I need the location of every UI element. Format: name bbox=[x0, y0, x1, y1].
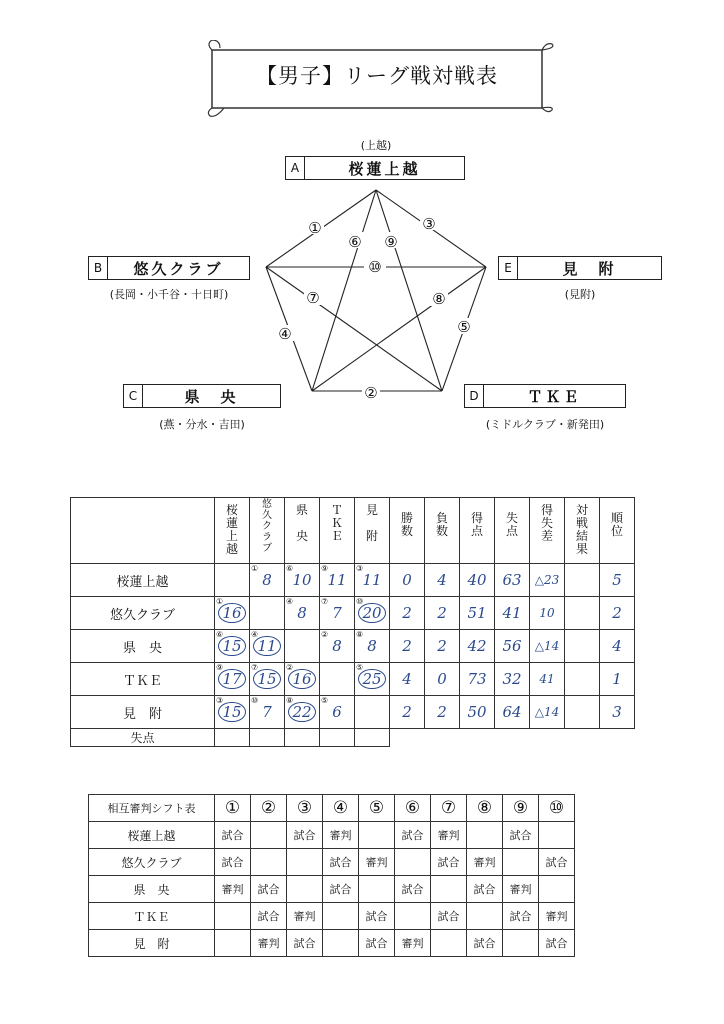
shift-cell: 試合 bbox=[539, 849, 575, 876]
score-value: 16 bbox=[288, 669, 315, 689]
league-header-row bbox=[71, 498, 635, 564]
stat-rank bbox=[600, 630, 635, 663]
empty-cell bbox=[320, 729, 355, 747]
match-number: ⑨ bbox=[321, 564, 329, 573]
match-number: ⑥ bbox=[216, 630, 224, 639]
stat-value: 4 bbox=[612, 637, 622, 655]
shift-col-10: ⑩ bbox=[539, 795, 575, 822]
stat-pts-for bbox=[460, 564, 495, 597]
shift-cell: 試合 bbox=[467, 876, 503, 903]
stat-pts-against bbox=[495, 564, 530, 597]
score-value: 16 bbox=[218, 603, 245, 623]
stat-value: 64 bbox=[502, 703, 522, 721]
stat-rank bbox=[600, 597, 635, 630]
score-cell bbox=[355, 696, 390, 729]
stat-value: 2 bbox=[402, 604, 412, 622]
stat-value: 41 bbox=[502, 604, 522, 622]
stat-value: 63 bbox=[502, 571, 522, 589]
team-c-letter: C bbox=[124, 385, 143, 407]
score-cell bbox=[355, 663, 390, 696]
stat-diff bbox=[530, 663, 565, 696]
shift-row-team: ＴＫＥ bbox=[89, 903, 215, 930]
score-value: 7 bbox=[332, 604, 342, 622]
league-last-row bbox=[71, 729, 635, 747]
shift-row-team: 桜蓮上越 bbox=[89, 822, 215, 849]
empty-cell bbox=[355, 729, 390, 747]
score-value: 8 bbox=[262, 571, 272, 589]
match-label-5: ⑤ bbox=[457, 318, 471, 336]
match-number: ② bbox=[321, 630, 329, 639]
stat-pts-for bbox=[460, 696, 495, 729]
score-cell bbox=[320, 663, 355, 696]
match-number: ⑤ bbox=[321, 696, 329, 705]
team-a-subtitle: (上越) bbox=[360, 139, 392, 152]
shift-col-8: ⑧ bbox=[467, 795, 503, 822]
team-a-letter: A bbox=[286, 157, 305, 179]
match-number: ⑧ bbox=[286, 696, 294, 705]
shift-cell bbox=[503, 930, 539, 957]
shift-cell bbox=[359, 822, 395, 849]
stat-value: 32 bbox=[502, 670, 522, 688]
score-cell bbox=[215, 663, 250, 696]
shift-cell: 審判 bbox=[251, 930, 287, 957]
score-value: 22 bbox=[288, 702, 315, 722]
score-cell bbox=[250, 564, 285, 597]
shift-col-7: ⑦ bbox=[431, 795, 467, 822]
stat-result bbox=[565, 564, 600, 597]
match-label-3: ③ bbox=[422, 215, 436, 233]
shift-cell: 試合 bbox=[215, 849, 251, 876]
col-header-points-against: 失 点 bbox=[495, 498, 530, 564]
shift-cell bbox=[431, 930, 467, 957]
match-number: ⑤ bbox=[356, 663, 364, 672]
shift-cell: 試合 bbox=[323, 876, 359, 903]
shift-cell: 審判 bbox=[395, 930, 431, 957]
shift-cell: 試合 bbox=[323, 849, 359, 876]
stat-value: △14 bbox=[534, 704, 560, 719]
stat-pts-against bbox=[495, 696, 530, 729]
stat-wins bbox=[390, 564, 425, 597]
shift-cell: 試合 bbox=[215, 822, 251, 849]
score-cell bbox=[320, 696, 355, 729]
stat-rank bbox=[600, 564, 635, 597]
col-header-points-for: 得 点 bbox=[460, 498, 495, 564]
stat-wins bbox=[390, 597, 425, 630]
shift-cell: 試合 bbox=[251, 903, 287, 930]
score-value: 15 bbox=[218, 702, 245, 722]
shift-cell: 試合 bbox=[287, 930, 323, 957]
col-header-a: 桜 蓮 上 越 bbox=[215, 498, 250, 564]
shift-cell bbox=[503, 849, 539, 876]
score-cell bbox=[250, 663, 285, 696]
shift-cell: 試合 bbox=[395, 822, 431, 849]
score-value: 8 bbox=[367, 637, 377, 655]
match-label-10: ⑩ bbox=[368, 258, 382, 276]
match-number: ④ bbox=[251, 630, 259, 639]
score-cell bbox=[215, 630, 250, 663]
stat-value: 10 bbox=[539, 605, 555, 620]
shift-cell bbox=[287, 876, 323, 903]
stat-diff bbox=[530, 630, 565, 663]
corner-cell bbox=[71, 498, 215, 564]
shift-row bbox=[89, 903, 575, 930]
shift-col-5: ⑤ bbox=[359, 795, 395, 822]
stat-diff bbox=[530, 597, 565, 630]
league-row-team: 見 附 bbox=[71, 696, 215, 729]
shift-cell bbox=[215, 930, 251, 957]
col-header-c: 県 央 bbox=[285, 498, 320, 564]
match-number: ⑩ bbox=[251, 696, 259, 705]
shift-cell bbox=[359, 876, 395, 903]
score-value: 8 bbox=[332, 637, 342, 655]
score-cell bbox=[250, 630, 285, 663]
shift-cell bbox=[395, 903, 431, 930]
shift-cell: 審判 bbox=[431, 822, 467, 849]
shift-cell bbox=[467, 903, 503, 930]
shift-row bbox=[89, 849, 575, 876]
score-cell bbox=[215, 597, 250, 630]
league-results-table bbox=[70, 497, 635, 747]
shift-cell: 試合 bbox=[359, 903, 395, 930]
match-number: ④ bbox=[286, 597, 294, 606]
stat-pts-for bbox=[460, 597, 495, 630]
referee-shift-table bbox=[88, 794, 575, 957]
stat-value: 1 bbox=[612, 670, 622, 688]
stat-value: 41 bbox=[539, 671, 555, 686]
team-a-name: 桜蓮上越 bbox=[348, 159, 421, 178]
stat-result bbox=[565, 630, 600, 663]
stat-value: 0 bbox=[437, 670, 447, 688]
shift-header-row bbox=[89, 795, 575, 822]
shift-cell: 審判 bbox=[287, 903, 323, 930]
match-number: ① bbox=[216, 597, 224, 606]
col-header-diff: 得 失 差 bbox=[530, 498, 565, 564]
team-e-name: 見 附 bbox=[562, 259, 617, 278]
team-b-letter: B bbox=[89, 257, 108, 279]
score-value: 15 bbox=[218, 636, 245, 656]
score-cell bbox=[285, 663, 320, 696]
stat-value: 2 bbox=[437, 637, 447, 655]
team-d-name: ＴＫＥ bbox=[527, 387, 582, 406]
page-title: 【男子】リーグ戦対戦表 bbox=[256, 64, 498, 88]
shift-col-1: ① bbox=[215, 795, 251, 822]
shift-cell: 審判 bbox=[359, 849, 395, 876]
stat-losses bbox=[425, 630, 460, 663]
shift-col-6: ⑥ bbox=[395, 795, 431, 822]
shift-row bbox=[89, 876, 575, 903]
score-value: 6 bbox=[332, 703, 342, 721]
shift-cell bbox=[323, 930, 359, 957]
score-cell bbox=[250, 696, 285, 729]
score-value: 25 bbox=[358, 669, 385, 689]
stat-value: 2 bbox=[437, 703, 447, 721]
score-value: 11 bbox=[253, 636, 280, 656]
shift-row bbox=[89, 822, 575, 849]
col-header-result: 対 戦 結 果 bbox=[565, 498, 600, 564]
shift-cell: 試合 bbox=[287, 822, 323, 849]
score-cell bbox=[320, 564, 355, 597]
score-value: 8 bbox=[297, 604, 307, 622]
score-cell bbox=[285, 696, 320, 729]
stat-value: 51 bbox=[467, 604, 487, 622]
shift-col-9: ⑨ bbox=[503, 795, 539, 822]
stat-result bbox=[565, 597, 600, 630]
match-label-1: ① bbox=[308, 219, 322, 237]
last-row-label: 失点 bbox=[71, 729, 215, 747]
league-row bbox=[71, 630, 635, 663]
stat-losses bbox=[425, 597, 460, 630]
shift-cell bbox=[323, 903, 359, 930]
stat-value: 4 bbox=[437, 571, 447, 589]
team-d-letter: D bbox=[465, 385, 484, 407]
match-number: ⑧ bbox=[356, 630, 364, 639]
shift-cell bbox=[215, 903, 251, 930]
team-d-subtitle: (ミドルクラブ・新発田) bbox=[485, 418, 605, 431]
score-value: 7 bbox=[262, 703, 272, 721]
match-number: ② bbox=[286, 663, 294, 672]
col-header-losses: 負 数 bbox=[425, 498, 460, 564]
col-header-wins: 勝 数 bbox=[390, 498, 425, 564]
stat-value: 2 bbox=[402, 703, 412, 721]
stat-pts-against bbox=[495, 663, 530, 696]
shift-cell bbox=[251, 849, 287, 876]
shift-cell: 試合 bbox=[251, 876, 287, 903]
score-cell bbox=[355, 630, 390, 663]
match-label-9: ⑨ bbox=[384, 233, 398, 251]
stat-result bbox=[565, 696, 600, 729]
shift-row-team: 県 央 bbox=[89, 876, 215, 903]
score-cell bbox=[285, 630, 320, 663]
shift-cell: 試合 bbox=[431, 849, 467, 876]
shift-cell: 試合 bbox=[503, 903, 539, 930]
match-number: ③ bbox=[216, 696, 224, 705]
score-cell bbox=[355, 597, 390, 630]
score-cell bbox=[215, 564, 250, 597]
shift-col-4: ④ bbox=[323, 795, 359, 822]
empty-cell bbox=[215, 729, 250, 747]
score-cell bbox=[215, 696, 250, 729]
shift-cell: 審判 bbox=[215, 876, 251, 903]
empty-cell bbox=[250, 729, 285, 747]
stat-value: 56 bbox=[502, 637, 522, 655]
team-c-subtitle: (燕・分水・吉田) bbox=[159, 418, 245, 431]
team-e-letter: E bbox=[499, 257, 518, 279]
score-cell bbox=[320, 630, 355, 663]
stat-wins bbox=[390, 696, 425, 729]
stat-value: 73 bbox=[467, 670, 487, 688]
score-value: 11 bbox=[327, 571, 347, 589]
stat-value: △23 bbox=[534, 572, 560, 587]
team-b-box bbox=[88, 256, 250, 280]
score-cell bbox=[285, 597, 320, 630]
team-a-box bbox=[285, 156, 465, 180]
score-value: 17 bbox=[218, 669, 245, 689]
stat-value: 3 bbox=[612, 703, 622, 721]
match-number: ⑥ bbox=[286, 564, 294, 573]
score-value: 15 bbox=[253, 669, 280, 689]
league-row-team: 桜蓮上越 bbox=[71, 564, 215, 597]
shift-row-team: 悠久クラブ bbox=[89, 849, 215, 876]
match-number: ⑩ bbox=[356, 597, 364, 606]
stat-value: △14 bbox=[534, 638, 560, 653]
stat-pts-against bbox=[495, 597, 530, 630]
stat-value: 2 bbox=[437, 604, 447, 622]
shift-cell bbox=[431, 876, 467, 903]
shift-cell bbox=[467, 822, 503, 849]
stat-rank bbox=[600, 696, 635, 729]
team-b-subtitle: (長岡・小千谷・十日町) bbox=[109, 288, 229, 301]
stat-wins bbox=[390, 663, 425, 696]
shift-row-team: 見 附 bbox=[89, 930, 215, 957]
score-cell bbox=[320, 597, 355, 630]
league-row bbox=[71, 597, 635, 630]
stat-value: 0 bbox=[402, 571, 412, 589]
empty-cell bbox=[285, 729, 320, 747]
shift-cell: 審判 bbox=[539, 903, 575, 930]
league-row-team: 県 央 bbox=[71, 630, 215, 663]
league-row-team: 悠久クラブ bbox=[71, 597, 215, 630]
score-cell bbox=[285, 564, 320, 597]
stat-diff bbox=[530, 564, 565, 597]
shift-cell: 試合 bbox=[467, 930, 503, 957]
shift-cell: 試合 bbox=[359, 930, 395, 957]
team-c-box bbox=[123, 384, 281, 408]
team-e-box bbox=[498, 256, 662, 280]
stat-pts-for bbox=[460, 663, 495, 696]
stat-losses bbox=[425, 564, 460, 597]
stat-rank bbox=[600, 663, 635, 696]
match-number: ① bbox=[251, 564, 259, 573]
score-value: 20 bbox=[358, 603, 385, 623]
match-label-8: ⑧ bbox=[432, 290, 446, 308]
stat-value: 42 bbox=[467, 637, 487, 655]
shift-cell: 審判 bbox=[323, 822, 359, 849]
stat-value: 40 bbox=[467, 571, 487, 589]
shift-col-2: ② bbox=[251, 795, 287, 822]
league-row bbox=[71, 696, 635, 729]
shift-cell bbox=[395, 849, 431, 876]
stat-value: 5 bbox=[612, 571, 622, 589]
match-number: ⑨ bbox=[216, 663, 224, 672]
stat-wins bbox=[390, 630, 425, 663]
stat-losses bbox=[425, 663, 460, 696]
match-label-2: ② bbox=[364, 384, 378, 402]
stat-pts-against bbox=[495, 630, 530, 663]
team-b-name: 悠久クラブ bbox=[133, 259, 224, 278]
score-value: 11 bbox=[362, 571, 382, 589]
match-label-6: ⑥ bbox=[348, 233, 362, 251]
match-number: ⑦ bbox=[321, 597, 329, 606]
stat-value: 2 bbox=[402, 637, 412, 655]
shift-cell: 試合 bbox=[503, 822, 539, 849]
col-header-e: 見 附 bbox=[355, 498, 390, 564]
stat-losses bbox=[425, 696, 460, 729]
shift-cell: 審判 bbox=[467, 849, 503, 876]
match-number: ⑦ bbox=[251, 663, 259, 672]
team-e-subtitle: (見附) bbox=[564, 288, 596, 301]
team-d-box bbox=[464, 384, 626, 408]
shift-row bbox=[89, 930, 575, 957]
shift-cell bbox=[539, 876, 575, 903]
shift-cell: 試合 bbox=[431, 903, 467, 930]
shift-cell bbox=[539, 822, 575, 849]
shift-table-title: 相互審判シフト表 bbox=[89, 795, 215, 822]
stat-value: 4 bbox=[402, 670, 412, 688]
score-cell bbox=[355, 564, 390, 597]
col-header-b: 悠 久 ク ラ ブ bbox=[250, 498, 285, 564]
match-label-4: ④ bbox=[278, 325, 292, 343]
score-cell bbox=[250, 597, 285, 630]
score-value: 10 bbox=[292, 571, 312, 589]
team-c-name: 県 央 bbox=[184, 387, 239, 406]
shift-col-3: ③ bbox=[287, 795, 323, 822]
col-header-d: Ｔ Ｋ Ｅ bbox=[320, 498, 355, 564]
shift-cell bbox=[287, 849, 323, 876]
stat-result bbox=[565, 663, 600, 696]
stat-value: 50 bbox=[467, 703, 487, 721]
col-header-rank: 順 位 bbox=[600, 498, 635, 564]
league-row-team: ＴＫＥ bbox=[71, 663, 215, 696]
shift-cell: 審判 bbox=[503, 876, 539, 903]
shift-cell bbox=[251, 822, 287, 849]
match-number: ③ bbox=[356, 564, 364, 573]
league-row bbox=[71, 564, 635, 597]
league-row bbox=[71, 663, 635, 696]
shift-cell: 試合 bbox=[395, 876, 431, 903]
stat-diff bbox=[530, 696, 565, 729]
stat-pts-for bbox=[460, 630, 495, 663]
shift-cell: 試合 bbox=[539, 930, 575, 957]
stat-value: 2 bbox=[612, 604, 622, 622]
match-label-7: ⑦ bbox=[306, 289, 320, 307]
